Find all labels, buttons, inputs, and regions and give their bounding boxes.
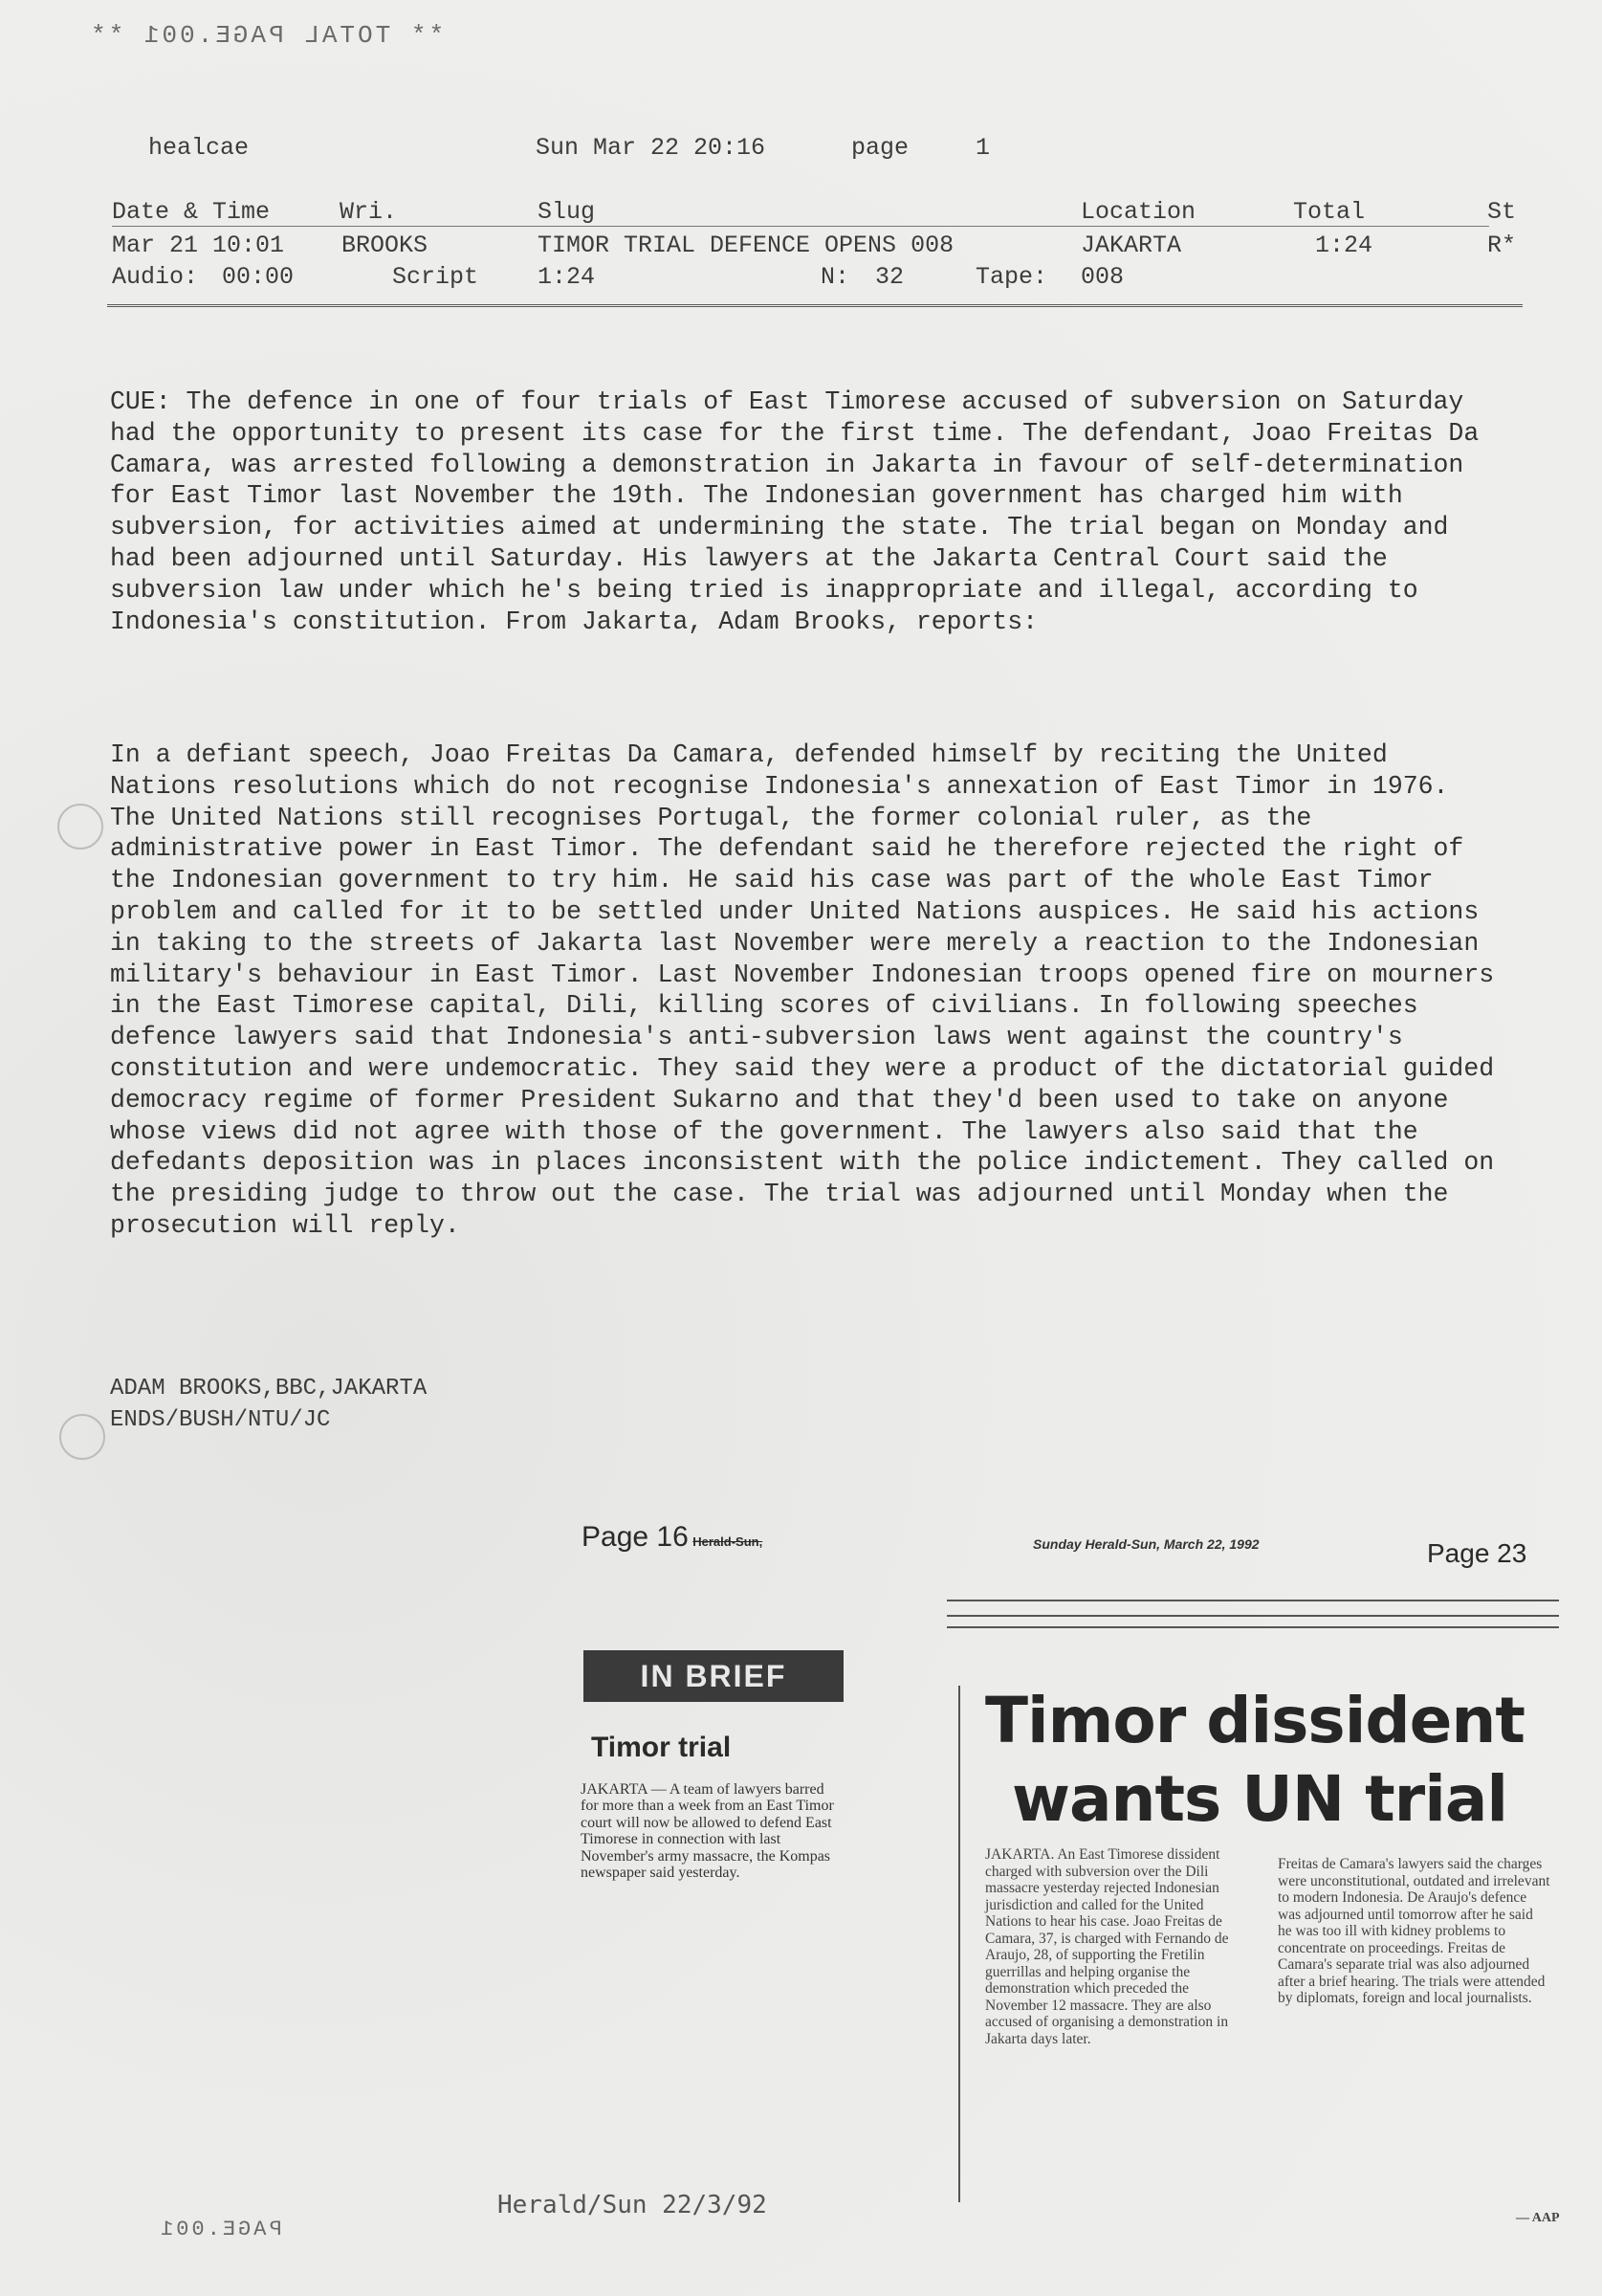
clip-rule xyxy=(947,1600,1559,1601)
audio-label: Audio: xyxy=(112,263,199,291)
clip-right-masthead: Sunday Herald-Sun, March 22, 1992 xyxy=(1033,1536,1260,1552)
punch-hole xyxy=(59,1414,105,1460)
tape-value: 008 xyxy=(1081,263,1125,291)
tape-label: Tape: xyxy=(976,263,1048,291)
header-user: healcae xyxy=(148,134,250,162)
n-label: N: xyxy=(821,263,850,291)
row-writer: BROOKS xyxy=(341,232,428,259)
headline-line-1: Timor dissident xyxy=(985,1684,1525,1757)
headline-line-2: wants UN trial xyxy=(1012,1762,1507,1836)
cue-paragraph: CUE: The defence in one of four trials of East Timorese accused of subversion on Saturday had the opportunity to present its case for the first time. The defendant, Joao Freitas Da Camara, was arrested following a demonstration in Jakarta in favour of self-determination for East Timor last November the 19th. The Indonesian government has charged him with subversion, for activities aimed at undermining the state. The trial began on Monday and had been adjourned until Saturday. His lawyers at the Jakarta Central Court said the subversion law under which he's being tried is inappropriate and illegal, according to Indonesia's constitution. From Jakarta, Adam Brooks, reports: xyxy=(110,387,1480,636)
header-underline xyxy=(112,226,1489,227)
row-total: 1:24 xyxy=(1315,232,1373,259)
brief-text: JAKARTA — A team of lawyers barred for more than a week from an East Timor court will now be allowed to defend East Timorese in connection with last November's army massacre, the Kompas newspaper said yesterday. xyxy=(581,1781,834,1882)
clip-column-rule xyxy=(958,1686,960,2202)
col-status: St xyxy=(1487,198,1517,226)
clip-right-column-1: JAKARTA. An East Timorese dissident charged with subversion over the Dili massacre yesterday rejected Indonesian jurisdiction and called for the United Nations to hear his case. Joao Freitas de Camara, 37, is charged with Fernando de Araujo, 28, of supporting the Fretilin guerrillas and helping organise the demonstration which preceded the November 12 massacre. They are also accused of organising a demonstration in Jakarta days later. xyxy=(985,1846,1229,2047)
col-slug: Slug xyxy=(538,198,596,226)
col-date-time: Date & Time xyxy=(112,198,271,226)
clip-right-column-2: Freitas de Camara's lawyers said the charges were unconstitutional, outdated and irrelevant to modern Indonesia. De Araujo's defence was adjourned until tomorrow after he said he was too ill with kidney problems to concentrate on proceedings. Freitas de Camara's separate trial was also adjourned after a brief hearing. The trials were attended by diplomats, foreign and local journalists. xyxy=(1278,1856,1550,2006)
signoff-codes: ENDS/BUSH/NTU/JC xyxy=(110,1407,331,1433)
story-paragraph: In a defiant speech, Joao Freitas Da Camara, defended himself by reciting the United Nations resolutions which do not recognise Indonesia's annexation of East Timor in 1976. The United Nations still recognises Portugal, the former colonial ruler, as the administrative power in East Timor. The defendant said he therefore rejected the right of the Indonesian government to try him. He said his case was part of the whole East Timor problem and called for it to be settled under United Nations auspices. He said his actions in taking to the streets of Jakarta last November were merely a reaction to the Indonesian military's behaviour in East Timor. Last November Indonesian troops opened fire on mourners in the East Timorese capital, Dili, killing scores of civilians. In following speeches defence lawyers said that Indonesia's anti-subversion laws went against the country's constitution and were undemocratic. They said they were a product of the dictatorial guided democracy regime of former President Sukarno and that they'd been used to take on anyone whose views did not agree with those of the government. The lawyers also said that the defedants deposition was in places inconsistent with the police indictement. They called on the presiding judge to throw out the case. The trial was adjourned until Monday when the prosecution will reply. xyxy=(110,740,1495,1240)
clip-left-header xyxy=(582,1521,762,1554)
row-location: JAKARTA xyxy=(1081,232,1182,259)
row-slug: TIMOR TRIAL DEFENCE OPENS 008 xyxy=(538,232,955,259)
col-location: Location xyxy=(1081,198,1196,226)
col-writer: Wri. xyxy=(340,198,398,226)
signoff-reporter: ADAM BROOKS,BBC,JAKARTA xyxy=(110,1376,428,1402)
header-page-number: 1 xyxy=(976,134,991,162)
handwritten-credit: Herald/Sun 22/3/92 xyxy=(497,2191,767,2219)
fax-page-mirrored: PAGE.001 xyxy=(158,2218,282,2241)
n-value: 32 xyxy=(875,263,905,291)
clip-right-page: Page 23 xyxy=(1427,1538,1527,1568)
clip-left-page: Page 16 xyxy=(582,1521,689,1553)
punch-hole xyxy=(57,804,103,850)
audio-value: 00:00 xyxy=(222,263,295,291)
header-datetime: Sun Mar 22 20:16 xyxy=(536,134,766,162)
brief-title: Timor trial xyxy=(591,1732,732,1763)
fax-footer-mirrored: ** TOTAL PAGE.001 ** xyxy=(88,21,445,50)
clip-right-byline: — AAP xyxy=(1516,2211,1560,2225)
row-date-time: Mar 21 10:01 xyxy=(112,232,285,259)
clip-left-masthead: Herald-Sun, xyxy=(692,1534,763,1549)
script-label: Script xyxy=(392,263,479,291)
in-brief-tag: IN BRIEF xyxy=(583,1650,844,1702)
clip-rule xyxy=(947,1626,1559,1628)
header-divider xyxy=(107,304,1523,307)
col-total: Total xyxy=(1293,198,1366,226)
row-status: R* xyxy=(1487,232,1517,259)
header-page-label: page xyxy=(851,134,910,162)
script-value: 1:24 xyxy=(538,263,596,291)
clip-rule xyxy=(947,1615,1559,1617)
